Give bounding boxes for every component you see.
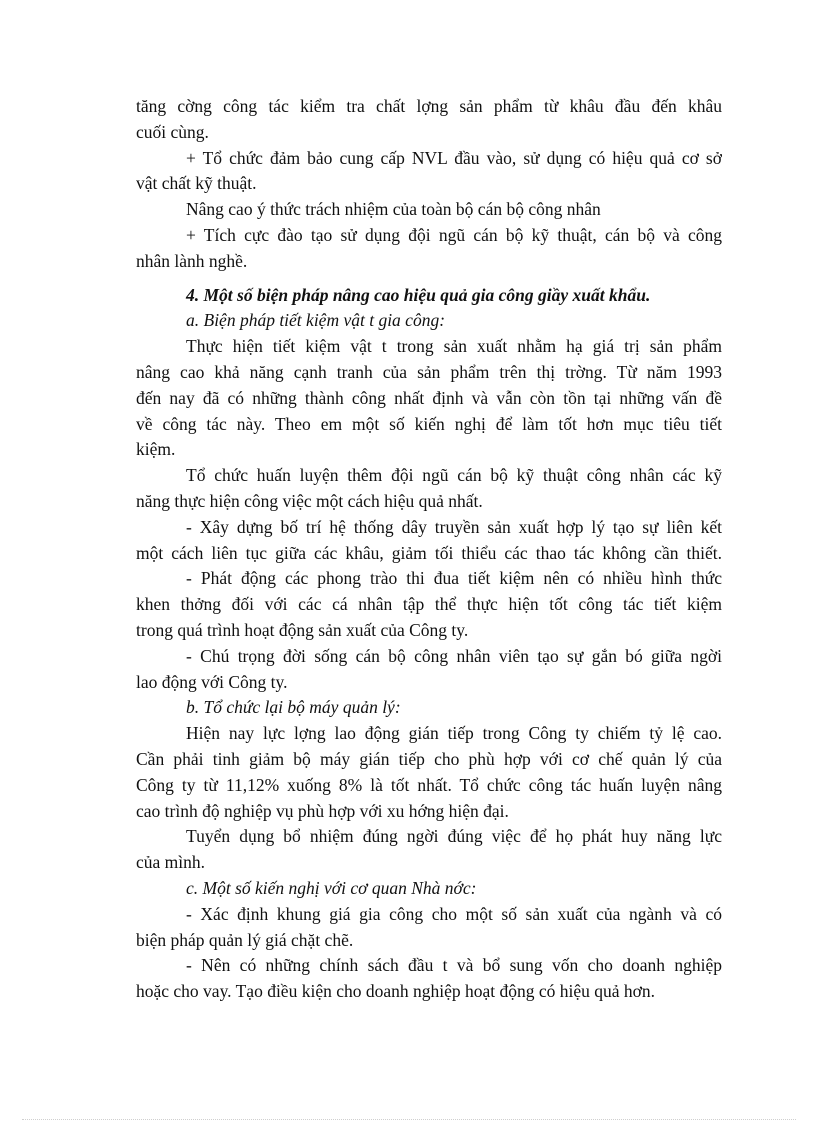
text-line: cao trình độ nghiệp vụ phù hợp với xu hớng hiện đại. bbox=[136, 800, 509, 821]
text-line: nhân lành nghề. bbox=[136, 250, 248, 271]
text-line: biện pháp quản lý giá chặt chẽ. bbox=[136, 929, 354, 950]
text-line: tăng cờng công tác kiểm tra chất lợng sản phẩm từ khâu đầu đến khâu bbox=[136, 96, 722, 116]
text-line: + Tổ chức đảm bảo cung cấp NVL đầu vào, sử dụng có hiệu quả cơ sở bbox=[186, 147, 722, 168]
text-line: - Xây dựng bố trí hệ thống dây truyền sản xuất hợp lý tạo sự liên kết bbox=[186, 516, 722, 537]
text-line: của mình. bbox=[136, 852, 206, 873]
text-line: khen thởng đối với các cá nhân tập thể thực hiện tốt công tác tiết kiệm bbox=[136, 594, 722, 615]
text-line: + Tích cực đào tạo sử dụng đội ngũ cán bộ kỹ thuật, cán bộ và công bbox=[186, 224, 722, 245]
text-line: về công tác này. Theo em một số kiến nghị để làm tốt hơn mục tiêu tiết bbox=[136, 413, 722, 434]
text-line: đến nay đã có những thành công nhất định và vẫn còn tồn tại những vấn đề bbox=[136, 387, 722, 408]
text-line: Cần phải tinh giảm bộ máy gián tiếp cho phù hợp với cơ chế quản lý của bbox=[136, 748, 722, 769]
text-line: trong quá trình hoạt động sản xuất của Công ty. bbox=[136, 619, 469, 640]
text-line: Thực hiện tiết kiệm vật t trong sản xuất nhằm hạ giá trị sản phẩm bbox=[186, 336, 722, 357]
text-line: năng thực hiện công việc một cách hiệu quả nhất. bbox=[136, 490, 483, 511]
text-line: c. Một số kiến nghị với cơ quan Nhà nớc: bbox=[186, 877, 477, 898]
text-line: vật chất kỹ thuật. bbox=[136, 173, 257, 194]
text-line: - Chú trọng đời sống cán bộ công nhân viên tạo sự gắn bó giữa ngời bbox=[186, 645, 722, 666]
text-line: - Nên có những chính sách đầu t và bổ sung vốn cho doanh nghiệp bbox=[186, 955, 722, 976]
page-bottom-border bbox=[22, 1119, 796, 1120]
text-line: cuối cùng. bbox=[136, 121, 209, 142]
text-line: - Xác định khung giá gia công cho một số sản xuất của ngành và có bbox=[186, 903, 722, 924]
document-body bbox=[136, 94, 722, 1005]
text-line: một cách liên tục giữa các khâu, giảm tối thiểu các thao tác không cần thiết. bbox=[136, 542, 722, 563]
text-line: Nâng cao ý thức trách nhiệm của toàn bộ cán bộ công nhân bbox=[186, 199, 601, 220]
text-line: lao động với Công ty. bbox=[136, 671, 288, 692]
text-line: Tổ chức huấn luyện thêm đội ngũ cán bộ kỹ thuật công nhân các kỹ bbox=[186, 465, 722, 486]
text-line: Tuyển dụng bổ nhiệm đúng ngời đúng việc để họ phát huy năng lực bbox=[186, 826, 722, 847]
text-line: Công ty từ 11,12% xuống 8% là tốt nhất. Tổ chức công tác huấn luyện nâng bbox=[136, 774, 722, 795]
text-line: b. Tổ chức lại bộ máy quản lý: bbox=[186, 697, 401, 718]
text-line: Hiện nay lực lợng lao động gián tiếp trong Công ty chiếm tỷ lệ cao. bbox=[186, 723, 722, 744]
text-line: kiệm. bbox=[136, 439, 176, 460]
text-line: nâng cao khả năng cạnh tranh của sản phẩm trên thị trờng. Từ năm 1993 bbox=[136, 361, 722, 382]
text-line: hoặc cho vay. Tạo điều kiện cho doanh nghiệp hoạt động có hiệu quả hơn. bbox=[136, 981, 656, 1002]
section-heading: 4. Một số biện pháp nâng cao hiệu quả gia công giầy xuất khẩu. bbox=[186, 284, 651, 305]
text-line: - Phát động các phong trào thi đua tiết kiệm nên có nhiều hình thức bbox=[186, 568, 722, 589]
text-line: a. Biện pháp tiết kiệm vật t gia công: bbox=[186, 310, 446, 331]
